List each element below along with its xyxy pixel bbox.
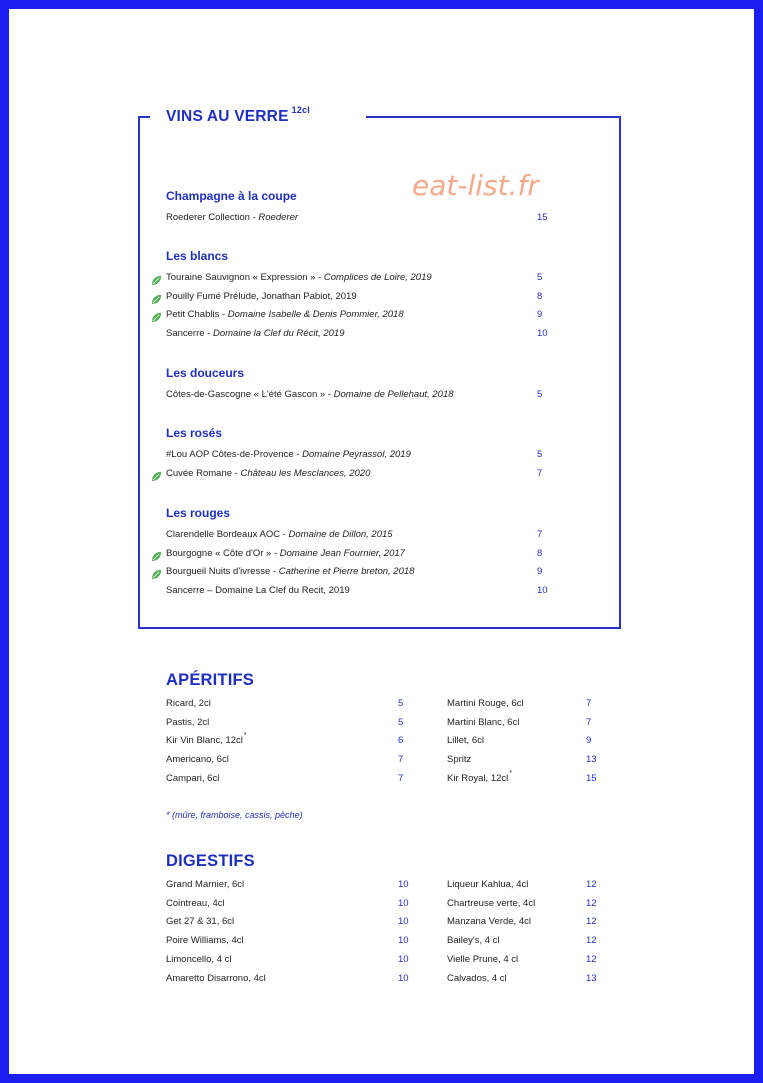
digestif-price: 10 [398, 972, 409, 984]
wine-item [166, 468, 370, 479]
aperitif-item [447, 698, 524, 709]
digestif-item [447, 973, 507, 984]
digestif-name: Cointreau, 4cl [166, 897, 225, 909]
aperitif-name: Martini Blanc, 6cl [447, 716, 520, 728]
digestif-price: 10 [398, 953, 409, 965]
wine-item [166, 548, 405, 559]
wine-item [166, 291, 357, 302]
leaf-icon [151, 310, 162, 321]
leaf-icon [151, 567, 162, 578]
wine-name: Bourgueil Nuits d'ivresse - [166, 566, 279, 578]
wines-title: VINS AU VERRE $^{12cl}$ [166, 105, 310, 125]
wine-price: 8 [537, 290, 543, 302]
digestif-item [166, 973, 266, 984]
wine-category: Les blancs [166, 249, 229, 263]
wine-name: Touraine Sauvignon « Expression » - [166, 272, 324, 283]
aperitifs-title: APÉRITIFS [166, 671, 254, 689]
digestif-price: 10 [398, 897, 409, 909]
aperitif-price: 13 [586, 754, 597, 766]
digestif-name: Chartreuse verte, 4cl [447, 897, 536, 909]
digestif-price: 10 [398, 935, 409, 947]
wine-name: Sancerre – Domaine La Clef du Recit, 2019 [166, 585, 350, 597]
digestif-price: 10 [398, 916, 409, 928]
aperitif-item [166, 754, 229, 765]
digestif-price: 13 [586, 972, 597, 984]
wine-name: Clarendelle Bordeaux AOC - [166, 529, 289, 540]
wine-name: Cuvée Romane - [166, 467, 241, 479]
wine-item [166, 529, 393, 540]
aperitif-name: Kir Royal, 12cl [447, 772, 509, 784]
aperitif-item [447, 769, 512, 784]
digestif-item [166, 954, 231, 965]
digestif-item [166, 935, 244, 946]
digestif-item [447, 879, 528, 890]
aperitif-name: Campari, 6cl [166, 772, 220, 784]
wine-name: Bourgogne « Côte d'Or » - [166, 547, 280, 559]
wine-producer: Domaine de Dillon, 2015 [288, 529, 393, 540]
digestif-price: 12 [586, 916, 597, 928]
digestif-name: Liqueur Kahlua, 4cl [447, 879, 529, 890]
digestif-name: Manzana Verde, 4cl [447, 916, 531, 928]
aperitif-name: Pastis, 2cl [166, 716, 210, 728]
wine-name: #Lou AOP Côtes-de-Provence - [166, 449, 303, 460]
digestif-item [166, 898, 225, 909]
wine-producer: Complices de Loire, 2019 [323, 272, 432, 283]
leaf-icon [151, 469, 162, 480]
digestif-item [166, 879, 244, 890]
wine-producer: Domaine Isabelle & Denis Pommier, 2018 [227, 309, 404, 321]
wines-title-size: 12cl [291, 105, 310, 115]
digestif-name: Bailey's, 4 cl [447, 935, 500, 947]
footnote-marker: * [509, 769, 512, 777]
wine-producer: Roederer [258, 212, 299, 223]
watermark: eat-list.fr [412, 169, 539, 202]
digestif-name: Amaretto Disarrono, 4cl [166, 972, 266, 984]
digestif-price: 12 [586, 897, 597, 909]
aperitif-name: Spritz [447, 754, 472, 766]
wine-price: 5 [537, 272, 543, 283]
wine-name: Petit Chablis - [166, 309, 228, 321]
wine-item [166, 389, 454, 400]
wine-price: 15 [537, 212, 548, 223]
digestif-name: Get 27 & 31, 6cl [166, 916, 235, 928]
wine-producer: Domaine Peyrassol, 2019 [302, 449, 411, 460]
wine-price: 8 [537, 547, 543, 559]
aperitif-price: 15 [586, 772, 597, 784]
wine-name: Sancerre - [166, 328, 213, 340]
aperitif-item [447, 754, 471, 765]
wine-item [166, 328, 345, 339]
aperitif-name: Martini Rouge, 6cl [447, 698, 524, 709]
wine-item [166, 449, 411, 460]
aperitif-price: 7 [586, 716, 592, 728]
wine-item [166, 212, 298, 223]
wine-price: 10 [537, 328, 548, 340]
aperitif-name: Lillet, 6cl [447, 735, 484, 747]
digestif-item [166, 916, 234, 927]
digestif-name: Limoncello, 4 cl [166, 953, 232, 965]
aperitif-name: Americano, 6cl [166, 754, 229, 766]
aperitif-price: 7 [398, 754, 404, 766]
wine-producer: Château les Mesclances, 2020 [240, 467, 371, 479]
digestif-price: 10 [398, 879, 409, 890]
digestif-name: Grand Marnier, 6cl [166, 879, 245, 890]
aperitif-price: 6 [398, 735, 404, 747]
aperitif-price: 7 [586, 698, 592, 709]
wine-price: 5 [537, 449, 543, 460]
wine-producer: Catherine et Pierre breton, 2018 [278, 566, 415, 578]
leaf-icon [151, 549, 162, 560]
aperitif-price: 7 [398, 772, 404, 784]
digestif-name: Poire Williams, 4cl [166, 935, 244, 947]
wine-producer: Domaine Jean Fournier, 2017 [279, 547, 405, 559]
aperitif-price: 5 [398, 716, 404, 728]
digestif-item [447, 954, 518, 965]
aperitif-item [447, 717, 519, 728]
aperitif-price: 5 [398, 698, 404, 709]
aperitif-item [447, 735, 484, 746]
wine-price: 10 [537, 585, 548, 597]
wine-price: 7 [537, 467, 543, 479]
aperitif-item [166, 717, 209, 728]
wine-item [166, 566, 414, 577]
aperitif-item [166, 698, 211, 709]
digestif-item [447, 898, 535, 909]
aperitif-item [166, 773, 219, 784]
footnote-marker: * [243, 732, 247, 740]
digestif-price: 12 [586, 953, 597, 965]
aperitif-note: * (mûre, framboise, cassis, pêche) [166, 810, 303, 820]
aperitif-name: Kir Vin Blanc, 12cl [166, 735, 243, 747]
wine-producer: Domaine la Clef du Récit, 2019 [213, 328, 345, 340]
wine-item [166, 309, 404, 320]
wine-name: Pouilly Fumé Prélude, Jonathan Pabiot, 2019 [166, 290, 357, 302]
wine-category: Champagne à la coupe [166, 189, 297, 203]
wine-category: Les douceurs [166, 366, 245, 380]
wine-item [166, 585, 350, 596]
wine-category: Les rosés [166, 426, 223, 440]
digestif-item [447, 916, 531, 927]
digestif-price: 12 [586, 879, 597, 890]
digestif-price: 12 [586, 935, 597, 947]
aperitif-item [166, 732, 247, 747]
wine-producer: Domaine de Pellehaut, 2018 [333, 389, 454, 400]
leaf-icon [151, 292, 162, 303]
wine-name: Roederer Collection - [166, 212, 259, 223]
aperitif-price: 9 [586, 735, 592, 747]
wine-name: Côtes-de-Gascogne « L'été Gascon » - [166, 389, 334, 400]
digestif-name: Vielle Prune, 4 cl [447, 953, 519, 965]
leaf-icon [151, 273, 162, 284]
wine-price: 9 [537, 566, 543, 578]
digestif-item [447, 935, 500, 946]
wine-price: 7 [537, 529, 543, 540]
digestif-name: Calvados, 4 cl [447, 972, 507, 984]
wine-price: 9 [537, 309, 543, 321]
wine-price: 5 [537, 389, 543, 400]
digestifs-title: DIGESTIFS [166, 852, 255, 870]
wine-category: Les rouges [166, 506, 231, 520]
wine-item [166, 272, 432, 283]
aperitif-name: Ricard, 2cl [166, 698, 211, 709]
